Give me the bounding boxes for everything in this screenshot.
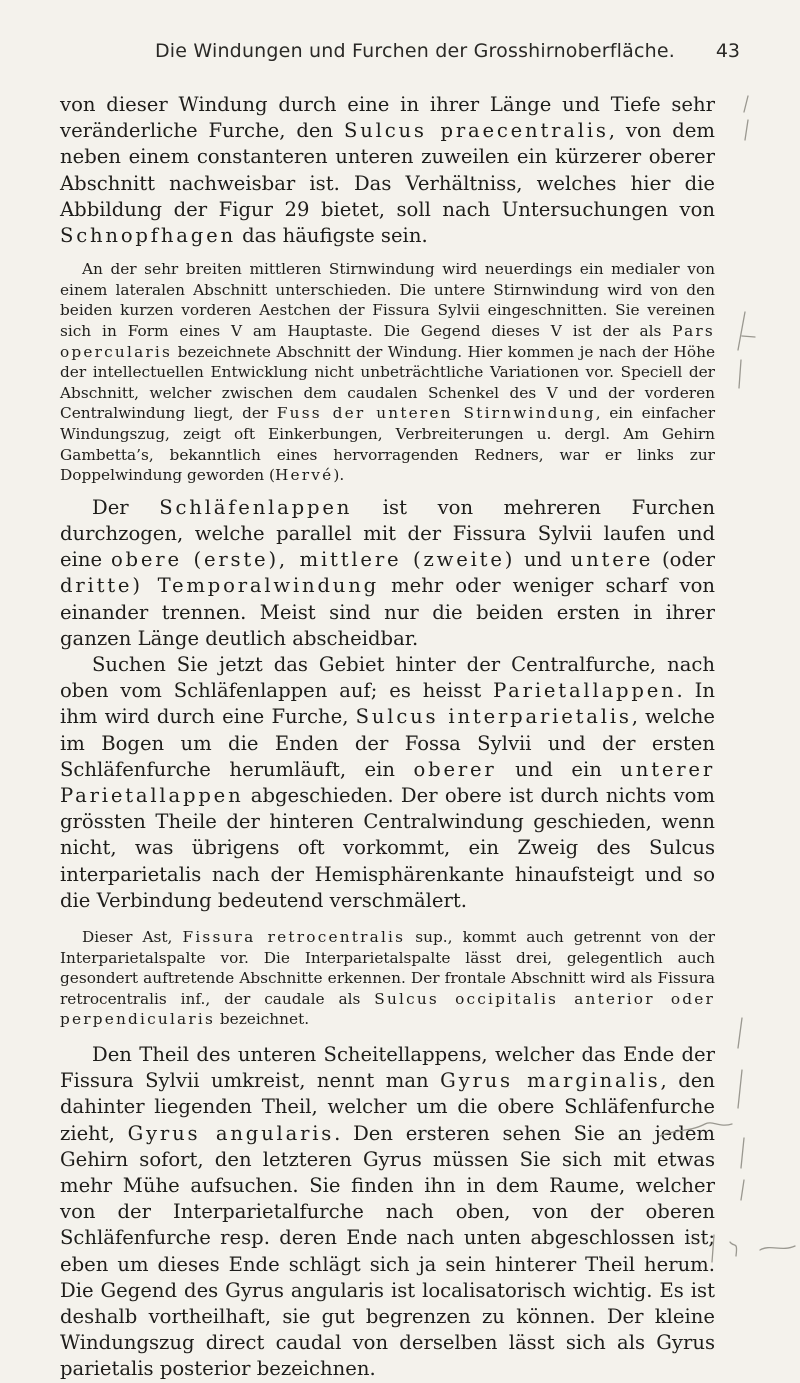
paragraph-5-small-print [60, 927, 715, 1030]
spaced-term: obere (erste), mittlere (zweite) [110, 548, 516, 572]
text-run: Suchen Sie jetzt das Gebiet hinter der Centralfurche, nach oben vom Schläfenlappen auf; es heisst [60, 652, 715, 703]
text-body [60, 92, 715, 1383]
text-run: Dieser Ast, [82, 928, 183, 946]
pencil-stroke [738, 312, 745, 350]
pencil-stroke [760, 1246, 795, 1250]
text-run: und [515, 548, 571, 572]
spaced-term: Pars opercularis [60, 322, 715, 361]
text-run: bezeichnete Abschnitt der Windung. Hier kommen je nach der Höhe der intellectuellen Entwicklung nicht unbeträchtliche Variationen vor. Speciell der Abschnitt, welcher zwischen dem caudalen Schenkel des V und der vorderen Centralwindung liegt, der [60, 342, 715, 423]
page-header [90, 40, 740, 68]
text-run: Den Theil des unteren Scheitellappens, welcher das Ende der Fissura Sylvii umkreist, nennt man [60, 1042, 715, 1093]
spaced-term: Parietallappen [493, 679, 677, 703]
text-run: ist von mehreren Furchen durchzogen, welche parallel mit der Fissura Sylvii laufen und eine [60, 495, 715, 572]
text-run: , ein einfacher Windungszug, zeigt oft Einkerbungen, Verbreiterungen u. dergl. Am Gehirn Gambetta’s, bekanntlich eines hervorragenden Redners, war er links zur Doppelwindung geworden ( [60, 404, 716, 485]
spaced-term: oberer [413, 757, 497, 781]
text-run: , welche im Bogen um die Enden der Fossa Sylvii und der ersten Schläfenfurche herumläuft, ein [60, 705, 716, 781]
text-run: . In ihm wird durch eine Furche, [60, 679, 715, 729]
page-number: 43 [715, 40, 740, 62]
spaced-term: dritte) Temporalwindung [60, 574, 379, 598]
text-run: abgeschieden. Der obere ist durch nichts vom grössten Theile der hinteren Centralwindung geschieden, wenn nicht, was übrigens oft vorkommt, ein Zweig des Sulcus interparietalis nach der Hemisphärenkante hinaufsteigt und so die Verbindung bedeutend verschmälert. [60, 783, 715, 912]
paragraph-4 [60, 652, 715, 914]
paragraph-2-small-print [60, 259, 715, 486]
text-run: , den dahinter liegenden Theil, welcher um die obere Schläfenfurche zieht, [60, 1069, 715, 1145]
spaced-term: Gyrus marginalis [440, 1069, 661, 1093]
text-run: von dieser Windung durch eine in ihrer Länge und Tiefe sehr veränderliche Furche, den [60, 93, 715, 143]
spaced-term: Sulcus occipitalis anterior oder perpendicularis [60, 989, 715, 1029]
text-run: An der sehr breiten mittleren Stirnwindung wird neuerdings ein medialer von einem lateralen Abschnitt unterschieden. Die untere Stirnwindung wird von den beiden kurzen vorderen Aestchen der Fissura Sylvii eingeschnitten. Sie vereinen sich in Form eines V am Hauptaste. Die Gegend dieses V ist der als [60, 260, 715, 340]
running-title: Die Windungen und Furchen der Grosshirnoberfläche. [154, 40, 676, 62]
text-run: mehr oder weniger scharf von einander trennen. Meist sind nur die beiden ersten in ihrer ganzen Länge deutlich abscheidbar. [60, 574, 715, 650]
spaced-name: Schnopfhagen [60, 224, 236, 248]
text-run: und ein [496, 757, 621, 781]
spaced-term: Fuss der unteren Stirnwindung [276, 404, 596, 423]
pencil-stroke [742, 336, 755, 337]
spaced-term: Sulcus praecentralis [344, 119, 609, 143]
spaced-name: Hervé [274, 466, 334, 485]
text-run: , von dem neben einem constanteren unteren zuweilen ein kürzerer oberer Abschnitt nachweisbar ist. Das Verhältniss, welches hier die Abbildung der Figur 29 bietet, soll nach Untersuchungen von [60, 119, 715, 221]
pencil-stroke [738, 1070, 742, 1108]
text-run: (oder [653, 548, 715, 572]
paragraph-3 [60, 495, 715, 652]
pencil-stroke [730, 1242, 737, 1256]
pencil-stroke [744, 96, 748, 112]
spaced-term: Gyrus angularis [127, 1121, 335, 1145]
pencil-stroke [739, 360, 741, 388]
pencil-stroke [741, 1180, 744, 1200]
text-run: . Den ersteren sehen Sie an jedem Gehirn sofort, den letzteren Gyrus müssen Sie sich mit etwas mehr Mühe aufsuchen. Sie finden ihn in dem Raume, welcher von der Interparietalfurche nach oben, von der oberen Schläfenfurche resp. deren Ende nach unten abgeschlossen ist; eben um dieses Ende schlägt sich ja sein hinterer Theil herum. Die Gegend des Gyrus angularis ist localisatorisch wichtig. Es ist deshalb vortheilhaft, sie gut begrenzen zu können. Der kleine Windungszug direct caudal von derselben lässt sich als Gyrus parietalis posterior bezeichnen. [60, 1121, 715, 1381]
spaced-term: Schläfenlappen [159, 495, 353, 519]
paragraph-1 [60, 92, 715, 249]
pencil-stroke [745, 120, 748, 140]
spaced-term: Fissura retrocentralis [182, 928, 406, 946]
text-run: Der [92, 495, 160, 519]
paragraph-6 [60, 1042, 715, 1383]
text-run: das häufigste sein. [235, 224, 428, 248]
text-run: bezeichnet. [215, 1010, 310, 1029]
spaced-term: untere [570, 548, 654, 572]
pencil-stroke [741, 1138, 744, 1168]
spaced-term: unterer Parietallappen [60, 757, 715, 807]
text-run: sup., kommt auch getrennt von der Interparietalspalte vor. Die Interparietalspalte lässt drei, gelegentlich auch gesondert auftretende Abschnitte erkennen. Der frontale Abschnitt wird als Fissura retrocentralis inf., der caudale als [60, 928, 715, 1008]
pencil-stroke [738, 1018, 742, 1048]
text-run: ). [333, 466, 345, 485]
spaced-term: Sulcus interparietalis [355, 705, 632, 729]
